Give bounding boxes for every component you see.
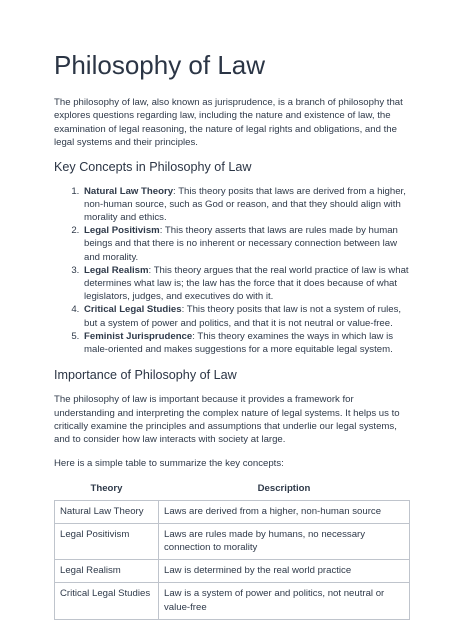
table-row xyxy=(55,523,410,559)
theory-cell: Natural Law Theory xyxy=(55,500,159,523)
concept-term: Critical Legal Studies xyxy=(84,304,182,316)
description-cell: Laws are rules made by humans, no necessary connection to morality xyxy=(159,523,410,559)
theory-cell: Legal Positivism xyxy=(55,523,159,559)
concept-term: Natural Law Theory xyxy=(84,185,174,197)
concept-term: Legal Positivism xyxy=(84,225,160,237)
key-concepts-heading: Key Concepts in Philosophy of Law xyxy=(54,159,252,174)
intro-paragraph: The philosophy of law, also known as jurisprudence, is a branch of philosophy that explores questions regarding law, including the nature and existence of law, the examination of legal reasoning, the nature of legal rights and obligations, and the legal systems and their principles. xyxy=(54,97,403,149)
theory-cell: Critical Legal Studies xyxy=(55,583,159,619)
table-row xyxy=(55,500,410,523)
table-row xyxy=(55,583,410,619)
theory-cell: Legal Realism xyxy=(55,560,159,583)
list-item xyxy=(82,185,414,225)
key-concepts-list xyxy=(54,185,414,357)
concept-text: : This theory posits that law is not a system of rules, but a system of power and politics, and that it is not neutral or value-free. xyxy=(84,304,402,329)
concept-text: : This theory posits that laws are derived from a higher, non-human source, such as God or reason, and that they should align with morality and ethics. xyxy=(84,185,406,224)
concept-text: : This theory asserts that laws are rules made by human beings and that there is no inherent or necessary connection between law and morality. xyxy=(84,225,398,263)
column-header-theory: Theory xyxy=(90,483,123,495)
concept-text: : This theory examines the ways in which law is male-oriented and makes suggestions for a more equitable legal system. xyxy=(84,330,394,356)
list-item xyxy=(82,224,414,264)
description-cell: Law is determined by the real world practice xyxy=(159,560,410,583)
description-cell: Law is a system of power and politics, not neutral or value-free xyxy=(159,583,410,619)
concept-term: Legal Realism xyxy=(84,264,149,276)
importance-heading: Importance of Philosophy of Law xyxy=(54,368,237,383)
summary-table xyxy=(54,480,410,619)
concept-text: : This theory argues that the real world practice of law is what determines what law is; the law has the force that it does because of what legislators, judges, and executives do with it. xyxy=(84,264,409,303)
concept-term: Feminist Jurisprudence xyxy=(84,330,193,342)
description-cell: Laws are derived from a higher, non-human source xyxy=(159,500,410,523)
table-row xyxy=(55,560,410,583)
document-title: Philosophy of Law xyxy=(54,50,266,80)
table-header-row xyxy=(55,480,410,500)
list-item xyxy=(82,303,414,329)
importance-paragraph: The philosophy of law is important because it provides a framework for understanding and interpreting the complex nature of legal systems. It helps us to critically examine the principles and assumptions that underlie our legal systems, and to consider how law interacts with society at large. xyxy=(54,394,400,446)
column-header-description: Description xyxy=(257,483,311,495)
list-item xyxy=(82,330,414,356)
list-item xyxy=(82,264,414,304)
table-intro: Here is a simple table to summarize the key concepts: xyxy=(54,457,284,469)
